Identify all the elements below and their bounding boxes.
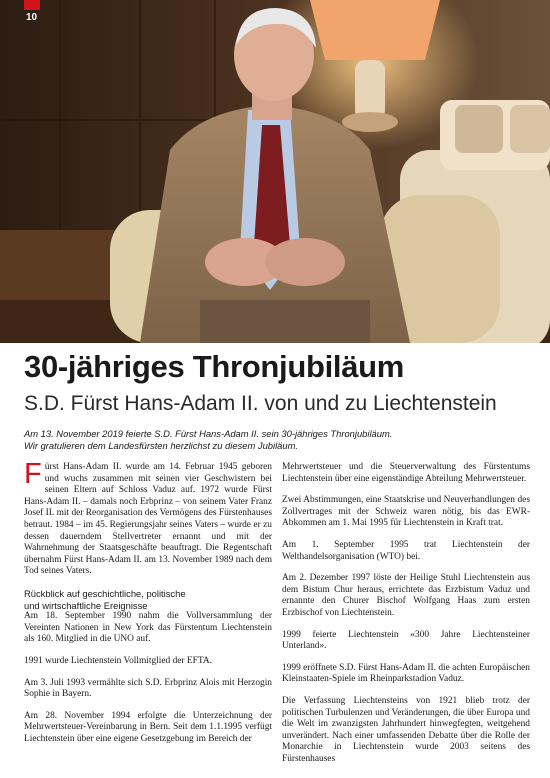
section-subheading-line-1: Rückblick auf geschichtliche, politische [24,587,186,599]
paragraph-vat-end: Mehrwertsteuer und die Steuerverwaltung des Fürstentums Liechtenstein über eine eigenständige Abteilung Mehrwertsteuer. [282,462,530,484]
paragraph-constitution: Die Verfassung Liechtensteins von 1921 blieb trotz der politischen Turbulenzen und Veränderungen, die über Europa und die Welt im zwanzigsten Jahrhundert hinwegfegten, weitgehend unverändert. Nach einer umfassenden Debatte über die Rolle der Monarchie in Liechtenstein wurde 2003 seitens des Fürstenhauses [282,695,530,764]
paragraph-unterland: 1999 feierte Liechtenstein «300 Jahre Liechtensteiner Unterland». [282,629,530,652]
body-column-right [282,462,530,775]
portrait-photo [0,0,550,343]
section-subheading-line-2: und wirtschaftliche Ereignisse [24,599,148,611]
lead-line-2: Wir gratulieren dem Landesfürsten herzlichst zu diesem Jubiläum. [24,440,298,451]
page-marker-tab [24,0,40,10]
paragraph-ewr: Zwei Abstimmungen, eine Staatskrise und Neuverhandlungen des Zollvertrages mit der Schweiz waren nötig, bis das EWR-Abkommen am 1. Mai 1995 für Liechtenstein in Kraft trat. [282,495,530,529]
paragraph-wedding: Am 3. Juli 1993 vermählte sich S.D. Erbprinz Alois mit Herzogin Sophie in Bayern. [24,677,272,700]
article-subtitle: S.D. Fürst Hans-Adam II. von und zu Liechtenstein [24,392,497,415]
portrait-illustration [0,0,550,343]
paragraph-efta: 1991 wurde Liechtenstein Vollmitglied der EFTA. [24,655,212,666]
page-number: 10 [26,12,38,23]
article-title: 30-jähriges Thronjubiläum [24,349,405,384]
paragraph-intro [24,458,272,578]
paragraph-vat-start: Am 28. November 1994 erfolgte die Unterzeichnung der Mehrwertsteuer-Vereinbarung in Bern. Seit dem 1.1.1995 verfügt Liechtenstein über eine eigene Gesetzgebung im Bereich der [24,710,272,744]
body-column-left [24,458,272,755]
paragraph-archdiocese: Am 2. Dezember 1997 löste der Heilige Stuhl Liechtenstein aus dem Bistum Chur heraus, errichtete das Erzbistum Vaduz und ernannte den Churer Bischof Wolfgang Haas zum ersten Erzbischof von Liechtenstein. [282,573,530,618]
paragraph-small-states-games: 1999 eröffnete S.D. Fürst Hans-Adam II. die achten Europäischen Kleinstaaten-Spiele im Rheinparkstadion Vaduz. [282,662,530,685]
drop-cap: F [24,458,42,490]
paragraph-intro-text: ürst Hans-Adam II. wurde am 14. Februar 1945 geboren und wuchs zusammen mit seinen vier Geschwistern bei seinen Eltern auf Schloss Vaduz auf. 1972 wurde Fürst Hans-Adam II. – damals noch Erbprinz – von seinem Vater Franz Josef II. mit der Reorganisation des Vermögens des Fürstenhauses betraut. 1984 – im 45. Regierungsjahr seines Vaters – wurde er zu dessen dauerndem Stellvertreter ernannt und mit der Wahrnehmung der Staatsgeschäfte beauftragt. Die Regentschaft übernahm Fürst Hans-Adam II. am 13. November 1989 nach dem Tod seines Vaters. [24,462,272,577]
paragraph-wto: Am 1. September 1995 trat Liechtenstein der Welthandelsorganisation (WTO) bei. [282,539,530,562]
paragraph-uno: Am 18. September 1990 nahm die Vollversammlung der Vereinten Nationen in New York das Fürstentum Liechtenstein als 160. Mitglied in die UNO auf. [24,611,272,645]
article-lead [24,428,534,452]
lead-line-1: Am 13. November 2019 feierte S.D. Fürst Hans-Adam II. sein 30-jähriges Thronjubiläum. [24,428,393,439]
